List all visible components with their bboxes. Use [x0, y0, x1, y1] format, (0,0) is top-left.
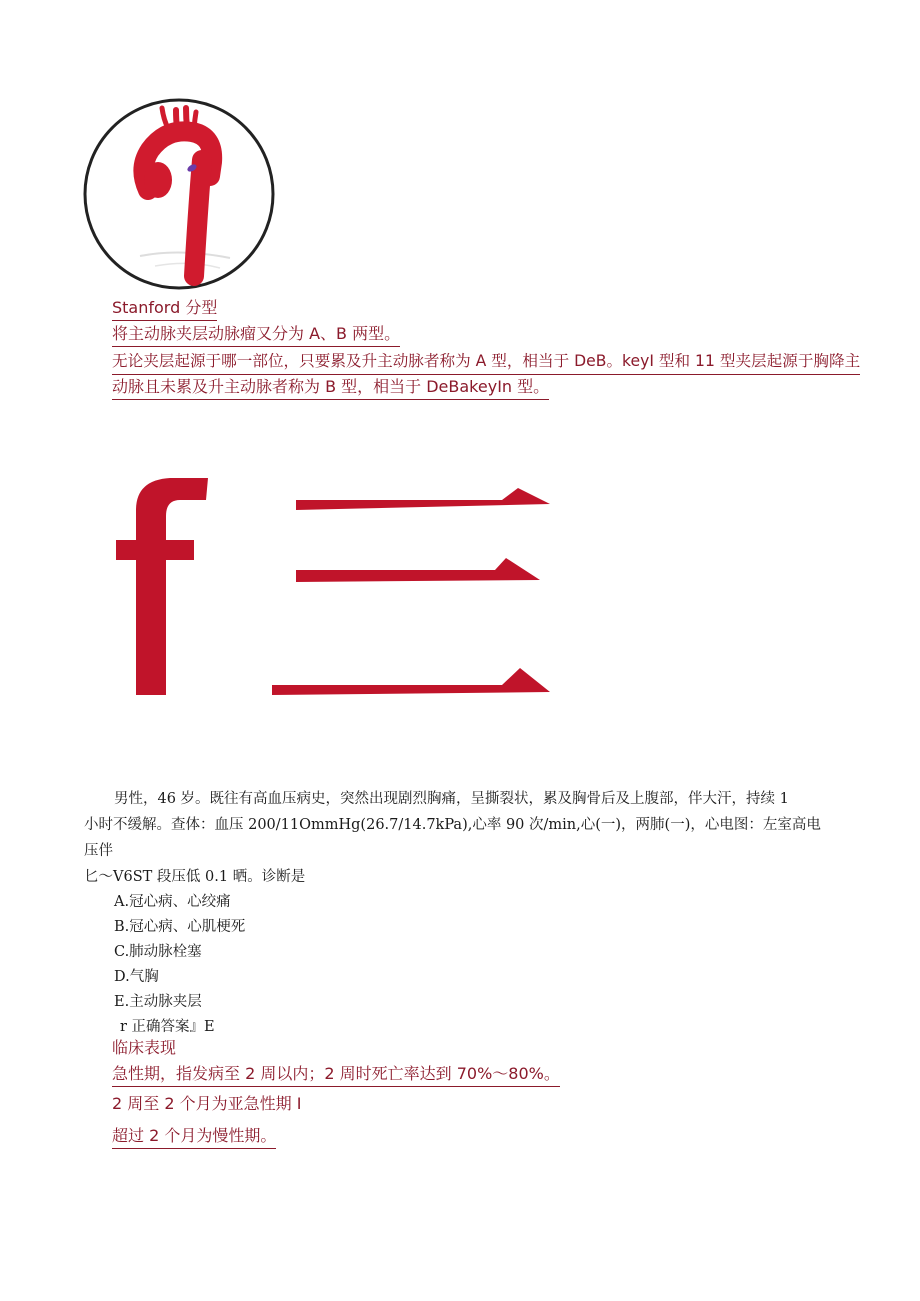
stanford-line-2: 无论夹层起源于哪一部位，只要累及升主动脉者称为 A 型，相当于 DeB。keyI 型和 11 型夹层起源于胸降主: [112, 354, 860, 375]
aorta-dissection-illustration: [80, 98, 278, 290]
option-e: E.主动脉夹层: [114, 994, 202, 1010]
stanford-line-3: 动脉且未累及升主动脉者称为 B 型，相当于 DeBakeyIn 型。: [112, 379, 549, 400]
stanford-title: Stanford 分型: [112, 300, 217, 321]
correct-answer: r 正确答案』E: [120, 1019, 215, 1035]
case-stem-line-1: 男性，46 岁。既往有高血压病史，突然出现剧烈胸痛，呈撕裂状，累及胸骨后及上腹部，伴大汗，持续 1: [114, 791, 789, 807]
case-stem-line-3: 匕～V6ST 段压低 0.1 晒。诊断是: [84, 869, 306, 885]
case-stem-line-2: 小时不缓解。查体：血压 200/11OmmHg(26.7/14.7kPa),心率 90 次/min,心(一)，两肺(一)，心电图：左室高电压伴: [84, 817, 821, 859]
clinical-line-3: 超过 2 个月为慢性期。: [112, 1128, 276, 1149]
case-question: [84, 786, 834, 1040]
option-b: B.冠心病、心肌梗死: [114, 919, 246, 935]
clinical-line-2: 2 周至 2 个月为亚急性期 I: [112, 1094, 302, 1113]
decorative-red-glyph-graphic: [110, 470, 560, 710]
option-d: D.气胸: [114, 969, 159, 985]
stanford-line-1: 将主动脉夹层动脉瘤又分为 A、B 两型。: [112, 326, 400, 347]
option-a: A.冠心病、心绞痛: [114, 894, 231, 910]
clinical-line-1: 急性期，指发病至 2 周以内；2 周时死亡率达到 70%～80%。: [112, 1066, 560, 1087]
option-c: C.肺动脉栓塞: [114, 944, 202, 960]
clinical-title: 临床表现: [112, 1038, 177, 1057]
